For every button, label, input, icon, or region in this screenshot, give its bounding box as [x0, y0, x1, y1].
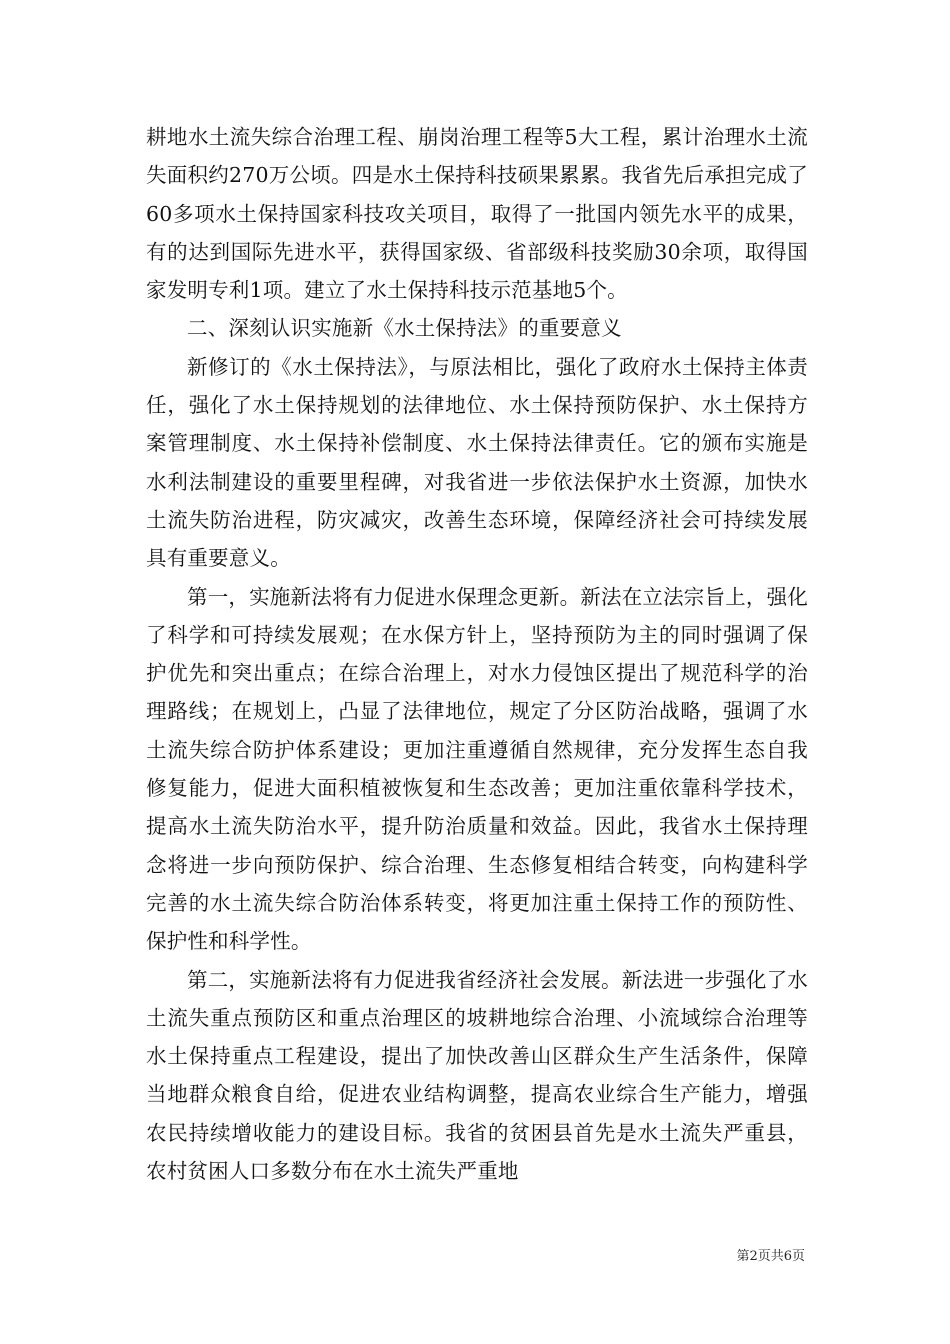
section-heading: 二、深刻认识实施新《水土保持法》的重要意义 [187, 316, 622, 341]
paragraph-new-law: 新修订的《水土保持法》，与原法相比，强化了政府水土保持主体责任，强化了水土保持规划的法律地位、水土保持预防保护、水土保持方案管理制度、水土保持补偿制度、水土保持法律责任。它的颁布实施是水利法制建设的重要里程碑，对我省进一步依法保护水土资源，加快水土流失防治进程，防灾减灾，改善生态环境，保障经济社会可持续发展具有重要意义。 [146, 354, 808, 571]
paragraph-continuation: 耕地水土流失综合治理工程、崩岗治理工程等5大工程，累计治理水土流失面积约270万公顷。四是水土保持科技硕果累累。我省先后承担完成了60多项水土保持国家科技攻关项目，取得了一批国内领先水平的成果，有的达到国际先进水平，获得国家级、省部级科技奖励30余项，取得国家发明专利1项。建立了水土保持科技示范基地5个。 [146, 125, 808, 303]
document-body [146, 118, 808, 1190]
paragraph-second-point: 第二，实施新法将有力促进我省经济社会发展。新法进一步强化了水土流失重点预防区和重点治理区的坡耕地综合治理、小流域综合治理等水土保持重点工程建设，提出了加快改善山区群众生产生活条件，保障当地群众粮食自给，促进农业结构调整，提高农业综合生产能力，增强农民持续增收能力的建设目标。我省的贫困县首先是水土流失严重县，农村贫困人口多数分布在水土流失严重地 [146, 967, 808, 1184]
paragraph-first-point: 第一，实施新法将有力促进水保理念更新。新法在立法宗旨上，强化了科学和可持续发展观；在水保方针上，坚持预防为主的同时强调了保护优先和突出重点；在综合治理上，对水力侵蚀区提出了规范科学的治理路线；在规划上，凸显了法律地位，规定了分区防治战略，强调了水土流失综合防护体系建设；更加注重遵循自然规律，充分发挥生态自我修复能力，促进大面积植被恢复和生态改善；更加注重依靠科学技术，提高水土流失防治水平，提升防治质量和效益。因此，我省水土保持理念将进一步向预防保护、综合治理、生态修复相结合转变，向构建科学完善的水土流失综合防治体系转变，将更加注重土保持工作的预防性、保护性和科学性。 [146, 584, 808, 954]
page-number: 第2页共6页 [736, 1249, 805, 1264]
